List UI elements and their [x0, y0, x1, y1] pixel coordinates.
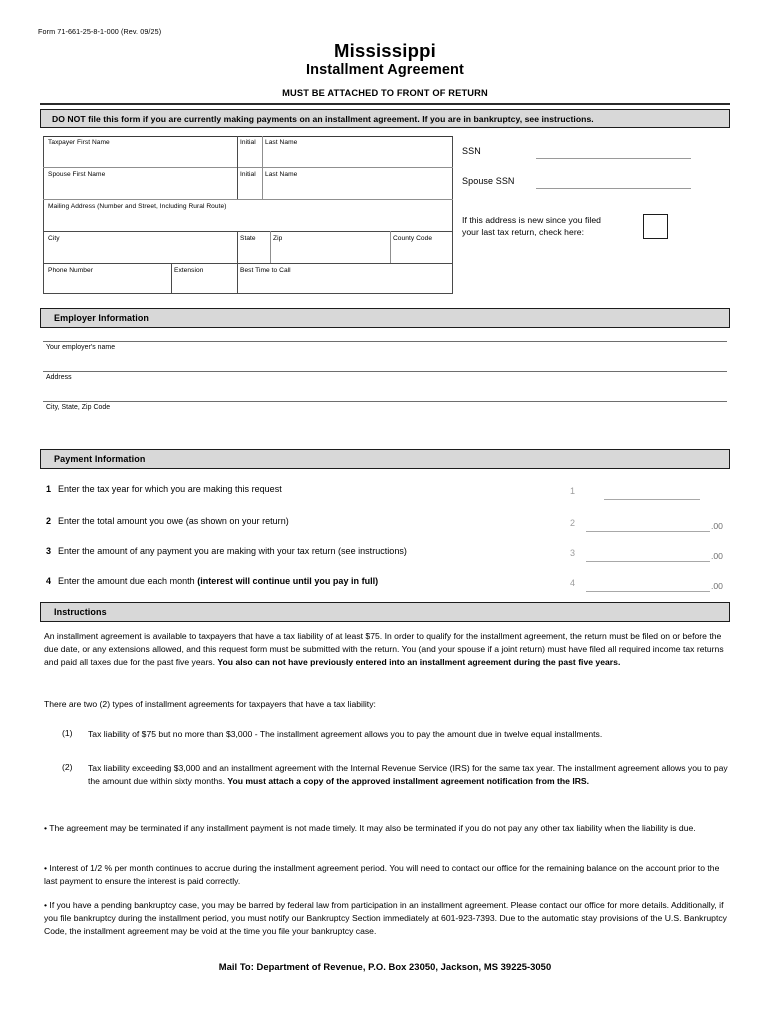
instructions-types-lead: There are two (2) types of installment agreements for taxpayers that have a tax liability:	[44, 699, 376, 709]
label-last-name-2: Last Name	[265, 171, 298, 178]
taxpayer-info-grid	[43, 136, 453, 294]
instructions-intro-plain: An installment agreement is available to taxpayers that have a tax liability of at least $75. In order to qualify for the installment agreement, the return must be filed on or before the due date, or any extensions allowed, and this request form must be submitted with the return. You (and your spouse if a joint return) must have filed all required income tax returns and paid all taxes due for the past five years.	[44, 631, 724, 668]
mail-to-footer: Mail To: Department of Revenue, P.O. Box 23050, Jackson, MS 39225-3050	[218, 961, 552, 972]
payment-row-3-index: 3	[570, 548, 576, 558]
instruction-type-2-text-bold: You must attach a copy of the approved installment agreement notification from the IRS.	[227, 776, 590, 787]
field-employer-address[interactable]	[43, 352, 727, 371]
payment-row-2-text: Enter the total amount you owe (as shown on your return)	[58, 516, 289, 526]
payment-row-4-cents: .00	[711, 581, 723, 591]
grid-vline-initial-right	[262, 136, 263, 199]
label-employer-address: Address	[46, 374, 72, 381]
label-zip: Zip	[273, 235, 283, 242]
instructions-intro-bold: You also can not have previously entered into an installment agreement during the past five years.	[217, 657, 621, 668]
payment-row-2-index: 2	[570, 518, 576, 528]
employer-citystatezip-rule	[43, 401, 727, 402]
label-last-name-1: Last Name	[265, 139, 298, 146]
do-not-file-banner-text: DO NOT file this form if you are currently making payments on an installment agreement. If you are in bankruptcy, see instructions.	[52, 113, 594, 124]
payment-row-4-number: 4	[46, 576, 52, 586]
field-last-name-1[interactable]	[264, 148, 451, 166]
header-divider	[40, 103, 730, 105]
field-mailing-address[interactable]	[45, 212, 451, 230]
label-mailing-address: Mailing Address (Number and Street, Including Rural Route)	[48, 203, 227, 210]
spouse-ssn-input[interactable]	[536, 188, 691, 189]
field-employer-city-state-zip[interactable]	[43, 382, 727, 401]
label-county-code: County Code	[393, 235, 433, 242]
label-best-time-to-call: Best Time to Call	[240, 267, 291, 274]
payment-row-3-text: Enter the amount of any payment you are making with your tax return (see instructions)	[58, 546, 407, 556]
label-city: City	[48, 235, 60, 242]
employer-name-rule	[43, 341, 727, 342]
payment-row-3-cents: .00	[711, 551, 723, 561]
instruction-bullet-2: • Interest of 1/2 % per month continues to accrue during the installment agreement period. You will need to contact our office for the remaining balance on the account prior to the last payment to ensure the interest is paid correctly.	[44, 863, 720, 887]
instructions-intro	[44, 630, 728, 669]
instruction-bullet-3: • If you have a pending bankruptcy case, you may be barred by federal law from participation in an installment agreement. Please contact our office for more details. Additionally, if you file bankruptcy during the installment period, you must notify our Bankruptcy Section immediately at 601-923-7393. Due to the automatic stay provisions of the U.S. Bankruptcy Code, the installment agreement may be void at the time you file your bankruptcy case.	[44, 900, 727, 937]
instruction-type-2-text-plain: Tax liability exceeding $3,000 and an installment agreement with the Internal Revenue Service (IRS) for the same tax year. The installment agreement allows you to pay the amount due within sixty months.	[88, 763, 728, 787]
field-county-code[interactable]	[392, 244, 451, 262]
field-initial-1[interactable]	[239, 148, 261, 166]
grid-hline-1	[43, 167, 453, 168]
payment-row-2-input[interactable]	[586, 531, 710, 532]
field-city[interactable]	[45, 244, 235, 262]
label-initial-2: Initial	[240, 171, 256, 178]
grid-vline-besttime-left	[237, 263, 238, 294]
employer-address-rule	[43, 371, 727, 372]
field-initial-2[interactable]	[239, 180, 261, 198]
page-title: Installment Agreement	[306, 62, 464, 79]
new-address-prompt	[462, 214, 601, 239]
grid-vline-county-left	[390, 231, 391, 263]
payment-row-4-index: 4	[570, 578, 576, 588]
payment-row-1-input[interactable]	[604, 499, 700, 500]
grid-hline-3	[43, 231, 453, 232]
instruction-type-2-text	[88, 762, 728, 788]
grid-vline-state-left	[237, 231, 238, 263]
payment-row-4-text	[58, 576, 378, 586]
state-name: Mississippi	[334, 40, 436, 61]
grid-vline-zip-left	[270, 231, 271, 263]
spouse-ssn-label: Spouse SSN	[462, 176, 515, 186]
instruction-bullet-1: • The agreement may be terminated if any installment payment is not made timely. It may also be terminated if you do not pay any other tax liability when the liability is due.	[44, 823, 696, 833]
grid-vline-extension-left	[171, 263, 172, 294]
field-zip[interactable]	[272, 244, 388, 262]
label-extension: Extension	[174, 267, 204, 274]
payment-row-2-cents: .00	[711, 521, 723, 531]
form-number: Form 71-661-25-8-1-000 (Rev. 09/25)	[38, 27, 162, 36]
instruction-type-1-text: Tax liability of $75 but no more than $3,000 - The installment agreement allows you to pay the amount due in twelve equal installments.	[88, 729, 603, 739]
section-header-instructions	[40, 602, 730, 622]
field-phone-number[interactable]	[45, 276, 169, 293]
payment-row-1-text: Enter the tax year for which you are making this request	[58, 484, 282, 494]
instruction-type-1-marker: (1)	[62, 728, 73, 738]
ssn-label: SSN	[462, 146, 481, 156]
payment-row-1-index: 1	[570, 486, 576, 496]
field-taxpayer-first-name[interactable]	[45, 148, 235, 166]
attach-notice: MUST BE ATTACHED TO FRONT OF RETURN	[282, 87, 488, 98]
field-last-name-2[interactable]	[264, 180, 451, 198]
field-best-time-to-call[interactable]	[239, 276, 451, 293]
payment-row-3-number: 3	[46, 546, 52, 556]
field-extension[interactable]	[173, 276, 235, 293]
section-header-employer-label: Employer Information	[54, 313, 150, 323]
label-employer-name: Your employer's name	[46, 344, 116, 351]
grid-hline-2	[43, 199, 453, 200]
field-state[interactable]	[239, 244, 269, 262]
form-header	[0, 40, 770, 98]
label-state: State	[240, 235, 256, 242]
payment-row-4-text-plain: Enter the amount due each month	[58, 576, 198, 586]
label-spouse-first-name: Spouse First Name	[48, 171, 106, 178]
section-header-instructions-label: Instructions	[54, 607, 107, 617]
section-header-payment-label: Payment Information	[54, 454, 146, 464]
grid-hline-4	[43, 263, 453, 264]
payment-row-4-text-bold: (interest will continue until you pay in full)	[197, 576, 379, 586]
payment-row-4-input[interactable]	[586, 591, 710, 592]
ssn-input[interactable]	[536, 158, 691, 159]
field-employer-name[interactable]	[43, 322, 727, 341]
new-address-line-2: your last tax return, check here:	[462, 227, 585, 238]
new-address-line-1: If this address is new since you filed	[462, 215, 601, 225]
new-address-checkbox[interactable]	[643, 214, 668, 239]
label-employer-city-state-zip: City, State, Zip Code	[46, 404, 111, 411]
payment-row-1-number: 1	[46, 484, 52, 494]
field-spouse-first-name[interactable]	[45, 180, 235, 198]
payment-row-2-number: 2	[46, 516, 52, 526]
grid-vline-initial-left	[237, 136, 238, 199]
section-header-payment	[40, 449, 730, 469]
label-phone-number: Phone Number	[48, 267, 93, 274]
label-taxpayer-first-name: Taxpayer First Name	[48, 139, 110, 146]
payment-row-3-input[interactable]	[586, 561, 710, 562]
instruction-type-2-marker: (2)	[62, 762, 73, 772]
do-not-file-banner	[40, 109, 730, 128]
label-initial-1: Initial	[240, 139, 256, 146]
